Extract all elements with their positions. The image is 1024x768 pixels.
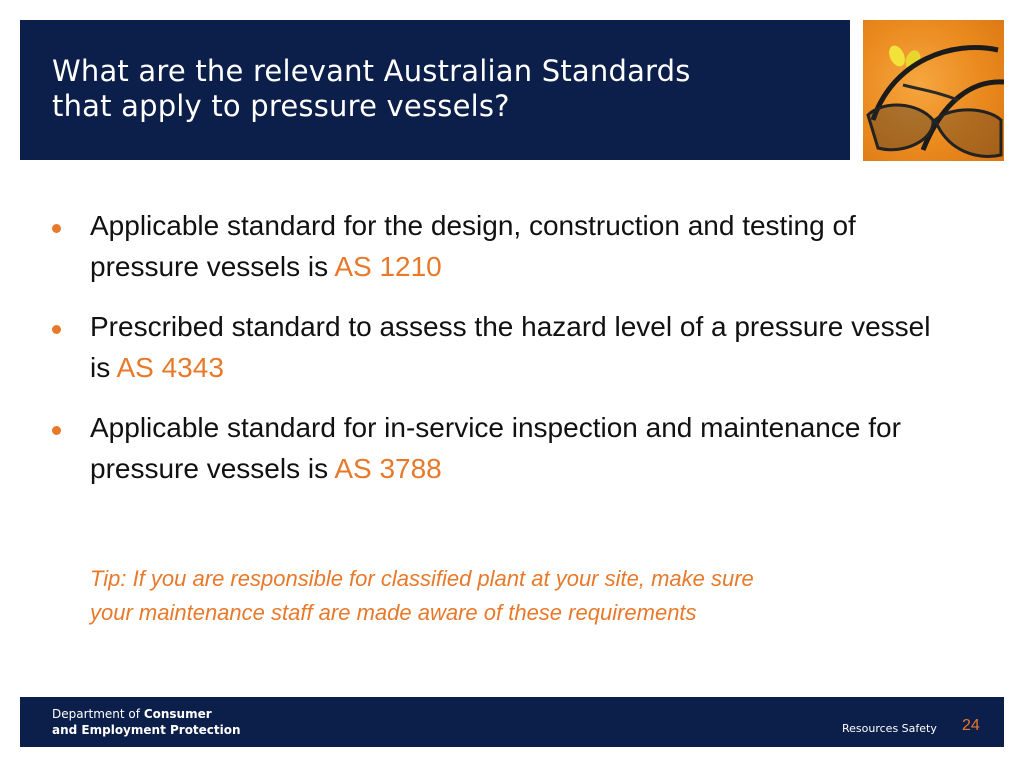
safety-glasses-photo — [863, 20, 1004, 161]
bullet-text: Applicable standard for in-service inspection and maintenance for pressure vessels is — [90, 412, 901, 484]
bullet-dot-icon — [52, 325, 61, 334]
title-line-1: What are the relevant Australian Standards — [52, 54, 691, 88]
dept-prefix: Department of — [52, 707, 144, 721]
tip-line-1: Tip: If you are responsible for classified plant at your site, make sure — [90, 566, 754, 591]
standard-code: AS 4343 — [116, 352, 224, 383]
brand-label: Resources Safety — [842, 722, 937, 735]
department-logo-text — [52, 706, 241, 738]
title-line-2: that apply to pressure vessels? — [52, 89, 510, 123]
list-item — [48, 205, 948, 287]
bullet-dot-icon — [52, 224, 61, 233]
dept-name-bold: Consumer — [143, 707, 212, 721]
page-number: 24 — [962, 717, 980, 734]
list-item — [48, 407, 948, 489]
safety-glasses-icon — [863, 20, 1004, 161]
dept-name-line2: and Employment Protection — [52, 723, 241, 737]
title-bar — [20, 20, 850, 160]
standards-list — [48, 205, 948, 508]
list-item — [48, 306, 948, 388]
footer-bar — [20, 697, 1004, 747]
standard-code: AS 3788 — [334, 453, 442, 484]
tip-line-2: your maintenance staff are made aware of these requirements — [90, 600, 697, 625]
bullet-dot-icon — [52, 426, 61, 435]
bullet-text: Prescribed standard to assess the hazard level of a pressure vessel is — [90, 311, 931, 383]
bullet-text: Applicable standard for the design, construction and testing of pressure vessels is — [90, 210, 856, 282]
standard-code: AS 1210 — [334, 251, 442, 282]
slide-title — [52, 54, 812, 124]
tip-note — [90, 562, 970, 630]
